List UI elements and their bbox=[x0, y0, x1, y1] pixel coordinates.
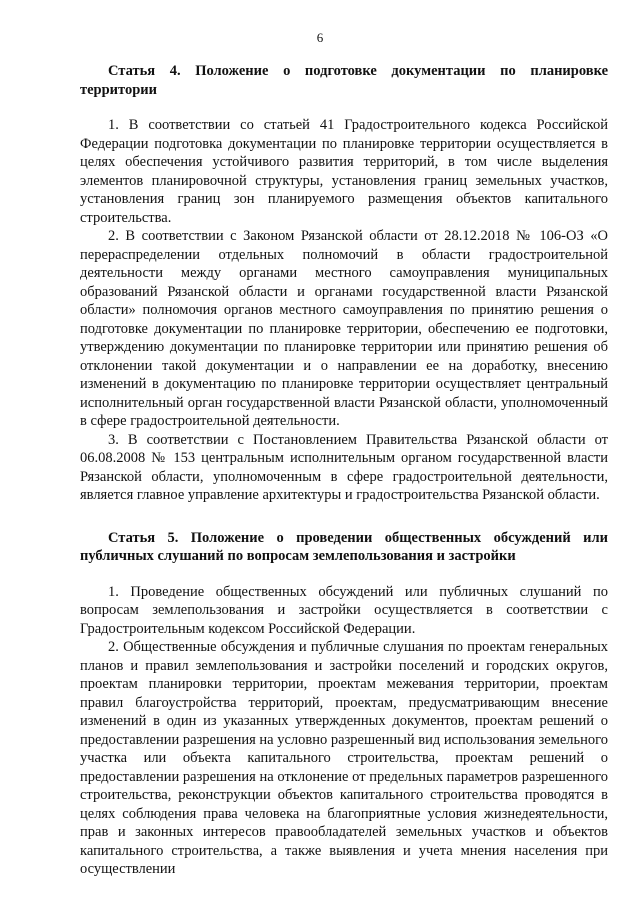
page-content bbox=[80, 62, 608, 879]
article-5-paragraph-2: 2. Общественные обсуждения и публичные слушания по проектам генеральных планов и правил землепользования и застройки поселений и городских округов, проектам планировки территории, проектам межевания территории, проектам правил благоустройства территорий, проектам, предусматривающим внесение изменений в один из указанных утвержденных документов, проектам решений о предоставлении разрешения на условно разрешенный вид использования земельного участка или объекта капитального строительства, проектам решений о предоставлении разрешения на отклонение от предельных параметров разрешенного строительства, реконструкции объектов капитального строительства проводятся в целях соблюдения права человека на благоприятные условия жизнедеятельности, прав и законных интересов правообладателей земельных участков и объектов капитального строительства, а также выявления и учета мнения населения при осуществлении bbox=[80, 639, 608, 877]
article-5 bbox=[80, 529, 608, 879]
article-5-paragraph-1: 1. Проведение общественных обсуждений или публичных слушаний по вопросам землепользования и застройки осуществляется в соответствии с Градостроительным кодексом Российской Федерации. bbox=[80, 583, 608, 637]
article-4-heading: Статья 4. Положение о подготовке документации по планировке территории bbox=[80, 63, 608, 98]
article-5-heading: Статья 5. Положение о проведении общественных обсуждений или публичных слушаний по вопросам землепользования и застройки bbox=[80, 529, 608, 564]
article-4-paragraph-3: 3. В соответствии с Постановлением Правительства Рязанской области от 06.08.2008 № 153 центральным исполнительным органом государственной власти Рязанской области, уполномоченным в сфере градостроительной деятельности, является главное управление архитектуры и градостроительства Рязанской области. bbox=[80, 431, 608, 503]
article-4-paragraph-1: 1. В соответствии со статьей 41 Градостроительного кодекса Российской Федерации подготовка документации по планировке территории осуществляется в целях обеспечения устойчивого развития территорий, в том числе выделения элементов планировочной структуры, установления границ земельных участков, установления границ зон планируемого размещения объектов капитального строительства. bbox=[80, 117, 608, 226]
article-4 bbox=[80, 62, 608, 505]
page-number: 6 bbox=[316, 30, 324, 45]
article-4-paragraph-2: 2. В соответствии с Законом Рязанской области от 28.12.2018 № 106-ОЗ «О перераспределении отдельных полномочий в области градостроительной деятельности между органами местного самоуправления муниципальных образований Рязанской области и органами государственной власти Рязанской области» полномочия органов местного самоуправления по принятию решения о подготовке документации по планировке территории, обеспечению ее подготовки, утверждению документации по планировке территории или принятию решения об отклонении такой документации и о направлении ее на доработку, внесению изменений в документацию по планировке территории осуществляет центральный исполнительный орган государственной власти Рязанской области, уполномоченный в сфере градостроительной деятельности. bbox=[80, 228, 608, 429]
